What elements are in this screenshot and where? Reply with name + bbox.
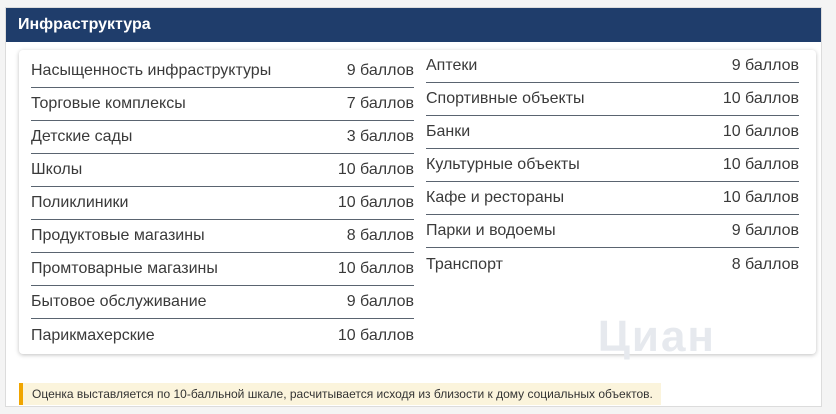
item-score: 7 баллов (346, 95, 414, 112)
list-item (426, 116, 799, 149)
list-item (426, 215, 799, 248)
item-label: Поликлиники (31, 194, 129, 211)
item-score: 10 баллов (722, 189, 799, 206)
item-label: Бытовое обслуживание (31, 293, 207, 310)
item-label: Кафе и рестораны (426, 189, 565, 206)
item-label: Промтоварные магазины (31, 260, 218, 277)
item-score: 10 баллов (337, 326, 414, 344)
item-label: Культурные объекты (426, 156, 580, 173)
item-label: Торговые комплексы (31, 95, 186, 112)
item-score: 9 баллов (346, 62, 414, 79)
item-score: 10 баллов (337, 161, 414, 178)
item-label: Транспорт (426, 255, 503, 273)
item-score: 10 баллов (722, 123, 799, 140)
item-label: Банки (426, 123, 471, 140)
item-score: 10 баллов (337, 194, 414, 211)
item-score: 10 баллов (337, 260, 414, 277)
item-score: 9 баллов (731, 222, 799, 239)
item-label: Насыщенность инфраструктуры (31, 62, 272, 79)
infrastructure-panel (5, 7, 822, 407)
item-label: Продуктовые магазины (31, 227, 205, 244)
item-label: Парки и водоемы (426, 222, 556, 239)
list-item (31, 121, 414, 154)
item-score: 3 баллов (346, 128, 414, 145)
list-item (31, 253, 414, 286)
list-item (31, 55, 414, 88)
panel-title: Инфраструктура (6, 8, 821, 42)
list-item (426, 50, 799, 83)
item-score: 9 баллов (731, 57, 799, 74)
list-item (426, 182, 799, 215)
item-score: 8 баллов (731, 255, 799, 273)
item-label: Детские сады (31, 128, 133, 145)
list-item (426, 248, 799, 281)
item-score: 9 баллов (346, 293, 414, 310)
item-label: Спортивные объекты (426, 90, 585, 107)
info-note: Оценка выставляется по 10-балльной шкале, расчитывается исходя из близости к дому социальных объектов. (19, 383, 661, 405)
list-item (31, 88, 414, 121)
list-item (426, 149, 799, 182)
list-item (31, 220, 414, 253)
list-item (31, 187, 414, 220)
item-label: Школы (31, 161, 83, 178)
list-item (31, 319, 414, 352)
right-column (426, 50, 799, 281)
item-score: 10 баллов (722, 90, 799, 107)
watermark-logo: Циан (597, 312, 716, 361)
list-item (31, 154, 414, 187)
list-item (31, 286, 414, 319)
scores-card (19, 50, 816, 361)
item-score: 10 баллов (722, 156, 799, 173)
item-label: Парикмахерские (31, 326, 155, 344)
item-label: Аптеки (426, 57, 478, 74)
left-column (31, 55, 414, 352)
item-score: 8 баллов (346, 227, 414, 244)
list-item (426, 83, 799, 116)
